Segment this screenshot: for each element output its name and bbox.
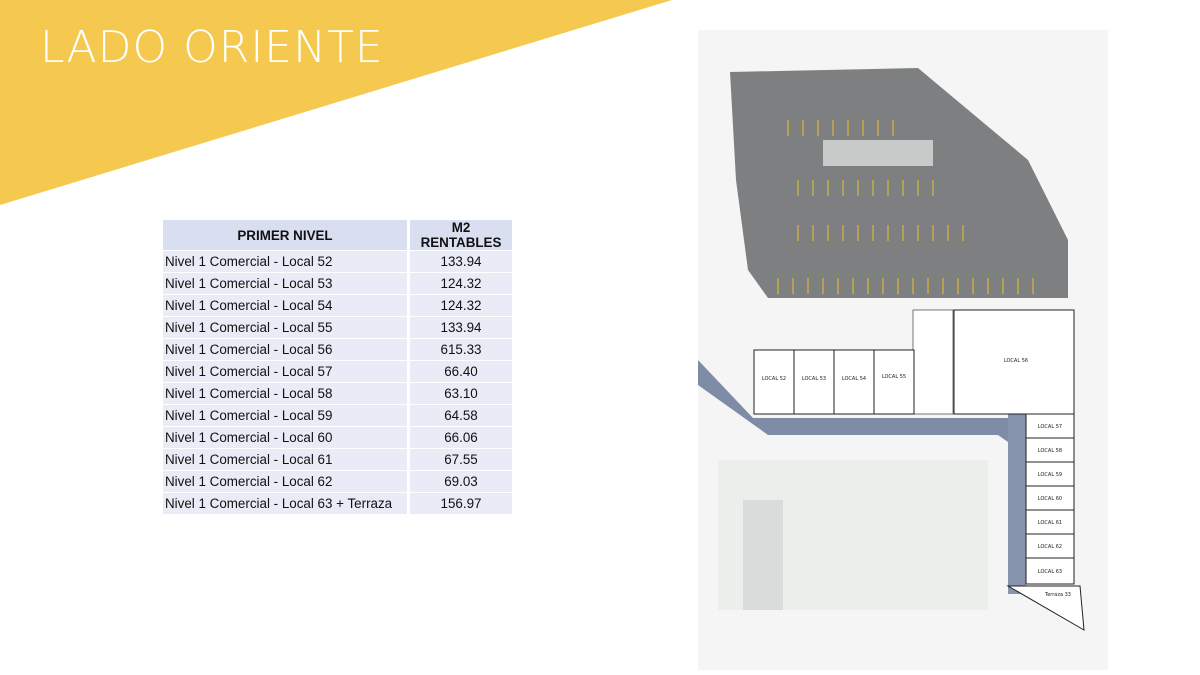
m2-value-cell: 124.32 — [410, 273, 512, 295]
local-name-cell: Nivel 1 Comercial - Local 58 — [163, 383, 407, 405]
table-header-row — [163, 220, 512, 251]
m2-value-cell: 64.58 — [410, 405, 512, 427]
floor-plan — [688, 30, 1110, 670]
unit-label-53: LOCAL 53 — [801, 376, 827, 382]
m2-value-cell: 124.32 — [410, 295, 512, 317]
m2-value-cell: 63.10 — [410, 383, 512, 405]
terraza-label: Terraza 33 — [1044, 592, 1072, 598]
rentable-area-table — [163, 220, 512, 515]
parking-canopy — [823, 140, 933, 166]
unit-label-62: LOCAL 62 — [1037, 544, 1063, 550]
table-row — [163, 493, 512, 515]
header-primer-nivel: PRIMER NIVEL — [163, 220, 407, 251]
local-name-cell: Nivel 1 Comercial - Local 53 — [163, 273, 407, 295]
local-name-cell: Nivel 1 Comercial - Local 56 — [163, 339, 407, 361]
table-row — [163, 295, 512, 317]
unit-label-54: LOCAL 54 — [841, 376, 867, 382]
unit-local-53 — [794, 350, 834, 414]
local-name-cell: Nivel 1 Comercial - Local 52 — [163, 251, 407, 273]
m2-value-cell: 156.97 — [410, 493, 512, 515]
unit-label-56: LOCAL 56 — [1003, 358, 1029, 364]
unit-local-54 — [834, 350, 874, 414]
service-core — [913, 310, 953, 414]
local-name-cell: Nivel 1 Comercial - Local 59 — [163, 405, 407, 427]
m2-value-cell: 133.94 — [410, 317, 512, 339]
unit-label-57: LOCAL 57 — [1037, 424, 1063, 430]
local-name-cell: Nivel 1 Comercial - Local 61 — [163, 449, 407, 471]
unit-label-60: LOCAL 60 — [1037, 496, 1063, 502]
m2-value-cell: 66.06 — [410, 427, 512, 449]
m2-value-cell: 66.40 — [410, 361, 512, 383]
m2-value-cell: 133.94 — [410, 251, 512, 273]
unit-label-55: LOCAL 55 — [881, 374, 907, 380]
table-row — [163, 339, 512, 361]
local-name-cell: Nivel 1 Comercial - Local 54 — [163, 295, 407, 317]
local-name-cell: Nivel 1 Comercial - Local 60 — [163, 427, 407, 449]
m2-value-cell: 69.03 — [410, 471, 512, 493]
table-row — [163, 361, 512, 383]
unit-label-61: LOCAL 61 — [1037, 520, 1063, 526]
local-name-cell: Nivel 1 Comercial - Local 55 — [163, 317, 407, 339]
lower-building — [743, 500, 783, 610]
table-row — [163, 383, 512, 405]
slide-title: LADO ORIENTE — [40, 22, 384, 73]
header-m2-rentables: M2 RENTABLES — [410, 220, 512, 251]
table-row — [163, 471, 512, 493]
table-row — [163, 273, 512, 295]
side-walkway — [1008, 414, 1026, 594]
m2-value-cell: 67.55 — [410, 449, 512, 471]
table-row — [163, 405, 512, 427]
local-name-cell: Nivel 1 Comercial - Local 63 + Terraza — [163, 493, 407, 515]
table-row — [163, 449, 512, 471]
table-row — [163, 251, 512, 273]
unit-label-59: LOCAL 59 — [1037, 472, 1063, 478]
unit-local-55 — [874, 350, 914, 414]
table-row — [163, 427, 512, 449]
unit-label-63: LOCAL 63 — [1037, 569, 1063, 575]
m2-value-cell: 615.33 — [410, 339, 512, 361]
table-row — [163, 317, 512, 339]
unit-local-52 — [754, 350, 794, 414]
unit-label-58: LOCAL 58 — [1037, 448, 1063, 454]
unit-label-52: LOCAL 52 — [761, 376, 787, 382]
local-name-cell: Nivel 1 Comercial - Local 57 — [163, 361, 407, 383]
local-name-cell: Nivel 1 Comercial - Local 62 — [163, 471, 407, 493]
